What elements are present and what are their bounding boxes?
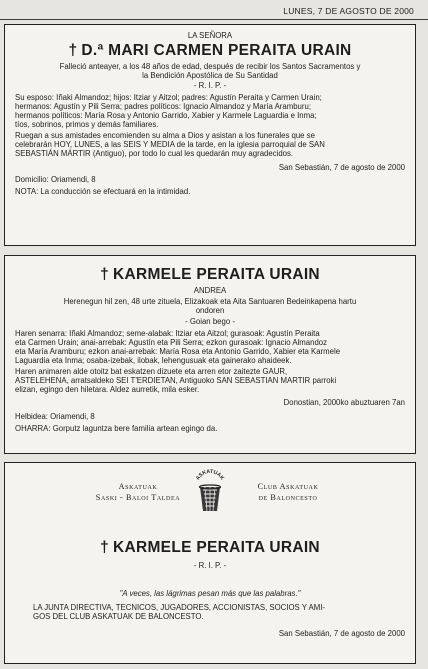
rip-line: - R. I. P. -	[193, 561, 227, 570]
quote: "A veces, las lágrimas pesan más que las palabras."	[119, 589, 301, 598]
notice-subtitle: ANDREA	[193, 286, 227, 295]
intro-line-1: Herenegun hil zen, 48 urte zituela, Elizakoak eta Aita Santuaren Bedeinkapena hartu	[63, 297, 357, 306]
cross-icon: †	[100, 539, 109, 556]
intro-line-2: ondoren	[195, 306, 225, 315]
family-line-2: eta Carmen Urain; anai-arrebak: Agustín eta Pili Serra; ezkon gurasoak: Ignacio Almandoz	[15, 338, 328, 347]
rip-line: - R. I. P. -	[193, 81, 227, 90]
place-date: Donostian, 2000ko abuztuaren 7an	[283, 398, 405, 407]
deceased-name: † D.ª MARI CARMEN PERAITA URAIN	[68, 42, 352, 59]
request-line-3: SEBASTIÁN MÁRTIR (Antiguo), por todo lo cual les quedarán muy agradecidos.	[15, 149, 294, 158]
cross-icon: †	[100, 266, 109, 283]
club-name-basque: Askatuak Saski - Baloi Taldea	[95, 482, 181, 502]
note: NOTA: La conducción se efectuará en la intimidad.	[15, 187, 191, 196]
family-line-4: Laguardia eta Inma; osaba-izebak, ilobak, lehengusuak eta gainerako ahaideek.	[15, 356, 292, 365]
request-line-3: elizan, egingo den hiletara. Aldez aurretik, mila esker.	[15, 385, 200, 394]
obituary-notice-spanish	[4, 24, 416, 246]
request-line-2: celebrarán HOY, LUNES, a las SEIS Y MEDIA de la tarde, en la iglesia parroquial de SAN	[15, 140, 325, 149]
newspaper-date: LUNES, 7 DE AGOSTO DE 2000	[283, 6, 414, 16]
cross-icon: †	[68, 42, 78, 59]
svg-text:ASKATUAK: ASKATUAK	[194, 469, 226, 482]
rip-line: - Goian bego -	[185, 317, 235, 326]
domicile: Domicilio: Oriamendi, 8	[15, 175, 96, 184]
domicile: Helbidea: Oriamendi, 8	[15, 412, 95, 421]
obituary-notice-basque	[4, 255, 416, 454]
family-line-3: hermanos políticos: María Rosa y Antonio Garrido, Xabier y Karmele Laguardia e Inma;	[15, 111, 317, 120]
notice-heading: LA SEÑORA	[187, 31, 233, 40]
place-date: San Sebastián, 7 de agosto de 2000	[278, 163, 405, 172]
intro-line-1: Falleció anteayer, a los 48 años de edad, después de recibir los Santos Sacramentos y	[59, 62, 361, 71]
intro-line-2: la Bendición Apostólica de Su Santidad	[142, 71, 278, 80]
family-line-1: Su esposo: Iñaki Almandoz; hijos: Itziar y Aitzol; padres: Agustín Peraita y Carmen Urain;	[15, 93, 322, 102]
deceased-name: † KARMELE PERAITA URAIN	[100, 266, 320, 283]
club-condolence-notice	[4, 462, 416, 664]
family-line-1: Haren senarra: Iñaki Almandoz; seme-alabak: Itziar eta Aitzol; gurasoak: Agustín Peraita	[15, 329, 320, 338]
family-line-2: hermanos: Agustín y Pili Serra; padres políticos: Ignacio Almandoz y María Aramburu;	[15, 102, 311, 111]
header-rule	[0, 19, 428, 20]
message-line-2: GOS DEL CLUB ASKATUAK DE BALONCESTO.	[33, 612, 204, 621]
note: OHARRA: Gorputz laguntza bere familia artean egingo da.	[15, 424, 218, 433]
request-line-2: ASTELEHENA, arratsaldeko SEI T'ERDIETAN, Antiguoko SAN SEBASTIAN MARTIR parroki	[15, 376, 337, 385]
club-name-spanish: Club Askatuak de Baloncesto	[257, 482, 319, 502]
deceased-name: † KARMELE PERAITA URAIN	[100, 539, 320, 556]
place-date: San Sebastián, 7 de agosto de 2000	[278, 629, 405, 638]
request-line-1: Haren animaren alde otoitz bat eskatzen dizuete eta arren etor zaitezte GAUR,	[15, 367, 288, 376]
message-line-1: LA JUNTA DIRECTIVA, TECNICOS, JUGADORES, ACCIONISTAS, SOCIOS Y AMI-	[33, 603, 326, 612]
family-line-3: eta María Aramburu; ezkon anai-arrebak: María Rosa eta Antonio Garrido, Xabier eta Karmele	[15, 347, 341, 356]
family-line-4: tíos, sobrinos, primos y demás familiares.	[15, 120, 159, 129]
basketball-club-emblem-icon	[192, 469, 228, 515]
request-line-1: Ruegan a sus amistades encomienden su alma a Dios y asistan a los funerales que se	[15, 131, 315, 140]
